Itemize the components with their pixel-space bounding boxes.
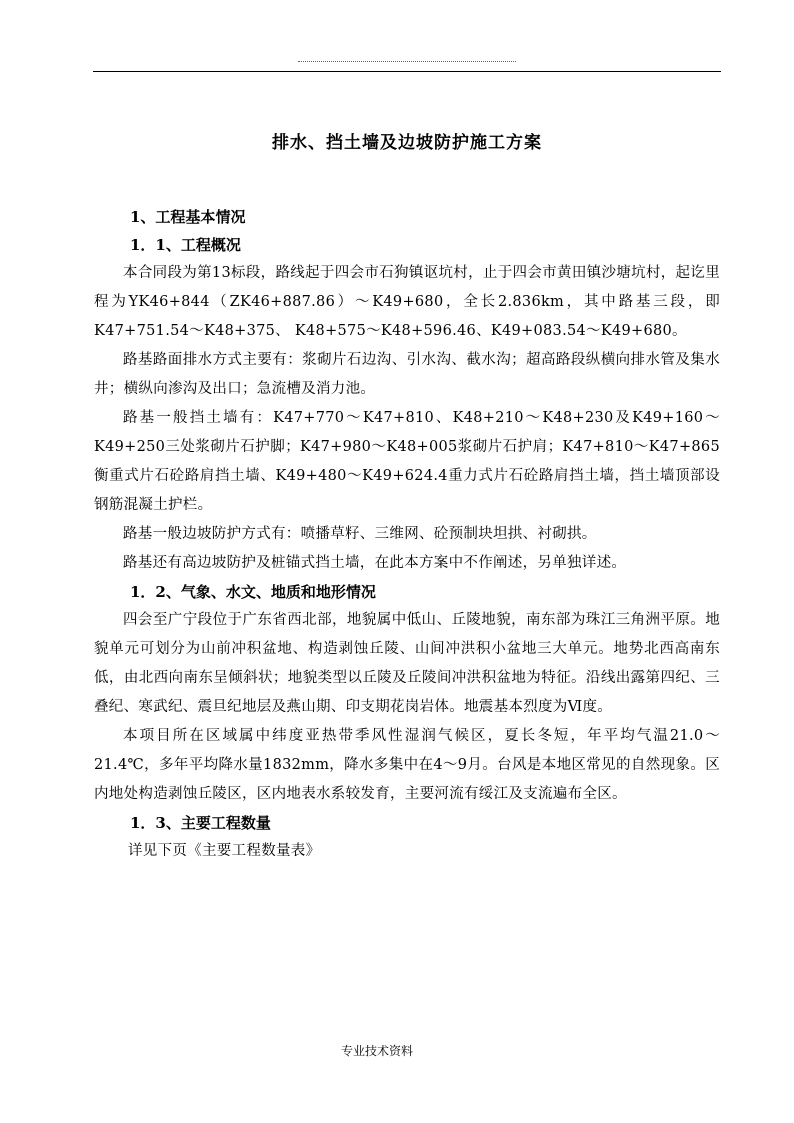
header-dotted-line: [298, 61, 516, 62]
header-rule: [93, 71, 721, 72]
section-heading-1-3: 1．3、主要工程数量: [130, 814, 271, 832]
page-footer: 专业技术资料: [340, 1044, 413, 1058]
paragraph: 路基还有高边坡防护及桩锚式挡土墙，在此本方案中不作阐述，另单独详述。: [123, 555, 627, 571]
paragraph: 本项目所在区域属中纬度亚热带季风性湿润气候区，夏长冬短，年平均气温21.0～21.4℃，多年平均降水量1832mm，降水多集中在4～9月。台风是本地区常见的自然现象。区内地处构造剥蚀丘陵区，区内地表水系较发育，主要河流有绥江及支流遍布全区。: [94, 728, 720, 802]
section-heading-1: 1、工程基本情况: [130, 208, 246, 226]
paragraph: 详见下页《主要工程数量表》: [128, 843, 321, 859]
paragraph: 本合同段为第13标段，路线起于四会市石狗镇讴坑村，止于四会市黄田镇沙塘坑村，起讫里程为YK46+844（ZK46+887.86）～K49+680，全长2.836km，其中路基三段，即K47+751.54～K48+375、 K48+575～K48+596.46、K49+083.54～K49+680。: [94, 265, 720, 339]
section-heading-1-1: 1．1、工程概况: [130, 236, 241, 254]
section-heading-1-2: 1．2、气象、水文、地质和地形情况: [130, 583, 376, 601]
paragraph: 路基路面排水方式主要有：浆砌片石边沟、引水沟、截水沟；超高路段纵横向排水管及集水井；横纵向渗沟及出口；急流槽及消力池。: [94, 352, 720, 397]
paragraph: 四会至广宁段位于广东省西北部，地貌属中低山、丘陵地貌，南东部为珠江三角洲平原。地貌单元可划分为山前冲积盆地、构造剥蚀丘陵、山间冲洪积小盆地三大单元。地势北西高南东低，由北西向南东呈倾斜状；地貌类型以丘陵及丘陵间冲洪积盆地为特征。沿线出露第四纪、三叠纪、寒武纪、震旦纪地层及燕山期、印支期花岗岩体。地震基本烈度为Ⅵ度。: [94, 612, 720, 715]
document-body: [94, 128, 720, 866]
paragraph: 路基一般挡土墙有：K47+770～K47+810、K48+210～K48+230及K49+160～K49+250三处浆砌片石护脚；K47+980～K48+005浆砌片石护肩；K47+810～K47+865衡重式片石砼路肩挡土墙、K49+480～K49+624.4重力式片石砼路肩挡土墙，挡土墙顶部设钢筋混凝土护栏。: [94, 410, 720, 513]
document-title: 排水、挡土墙及边坡防护施工方案: [272, 133, 542, 153]
paragraph: 路基一般边坡防护方式有：喷播草籽、三维网、砼预制块坦拱、衬砌拱。: [123, 526, 597, 542]
